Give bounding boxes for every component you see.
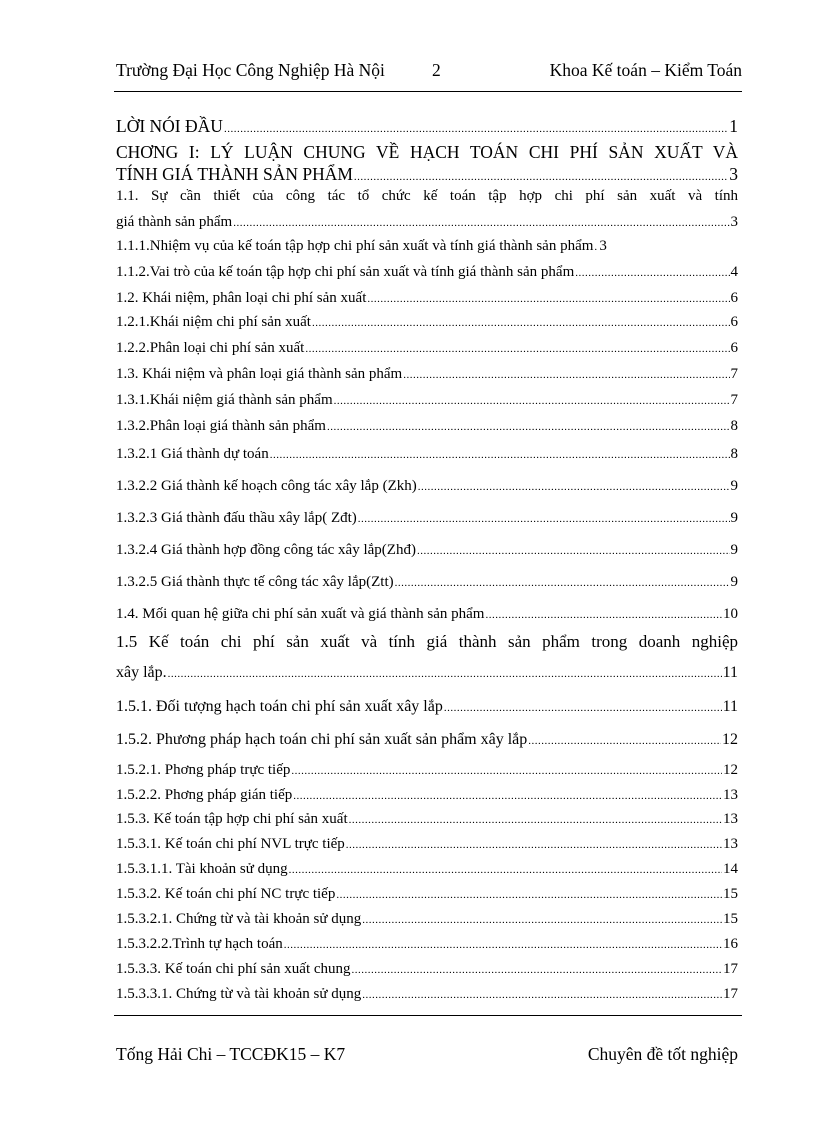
- toc-entry[interactable]: 1.5.1. Đối tượng hạch toán chi phí sản xuất xây lắp ..... 11: [116, 698, 738, 720]
- author: Tống Hải Chi – TCCĐK15 – K7: [116, 1044, 346, 1064]
- toc-entry[interactable]: 1.2.1.Khái niệm chi phí sản xuất ..... 6: [116, 314, 738, 336]
- dot-leader: [346, 839, 722, 851]
- dot-leader: [367, 293, 729, 305]
- toc-entry[interactable]: 1.4. Mối quan hệ giữa chi phí sản xuất và giá thành sản phẩm ..... 10: [116, 606, 738, 628]
- toc-entry[interactable]: 1.3.2.5 Giá thành thực tế công tác xây lắp(Ztt) ..... 9: [116, 574, 738, 596]
- dot-leader: [289, 864, 722, 876]
- toc-entry[interactable]: 1.5.3.2. Kế toán chi phí NC trực tiếp ..... 15: [116, 886, 738, 908]
- toc-entry[interactable]: 1.5.2.2. Phơng pháp gián tiếp ..... 13: [116, 787, 738, 809]
- toc-entry[interactable]: 1.3.2.1 Giá thành dự toán ..... 8: [116, 446, 738, 468]
- dot-leader: [312, 317, 730, 329]
- dot-leader: [485, 609, 722, 621]
- dot-leader: [327, 421, 730, 433]
- toc-entry-1-5[interactable]: 1.5 Kế toán chi phí sản xuất và tính giá thành sản phẩm trong doanh nghiệp: [116, 632, 738, 651]
- toc-entry[interactable]: 1.3. Khái niệm và phân loại giá thành sản phẩm ..... 7: [116, 366, 738, 388]
- toc-entry[interactable]: 1.3.2.2 Giá thành kế hoạch công tác xây lắp (Zkh) ..... 9: [116, 478, 738, 500]
- dot-leader: [352, 964, 722, 976]
- toc-entry[interactable]: 1.2. Khái niệm, phân loại chi phí sản xuất ..... 6: [116, 290, 738, 312]
- dot-leader: [444, 702, 722, 714]
- toc-entry-chapter1[interactable]: CHƠNG I: LÝ LUẬN CHUNG VỀ HẠCH TOÁN CHI PHÍ SẢN XUẤT VÀ: [116, 142, 738, 162]
- toc-entry-1-5-cont[interactable]: xây lắp. ..... 11: [116, 664, 738, 686]
- toc-entry[interactable]: 1.5.3. Kế toán tập hợp chi phí sản xuất ..... 13: [116, 811, 738, 833]
- toc-entry[interactable]: 1.5.3.3. Kế toán chi phí sản xuất chung ..... 17: [116, 961, 738, 983]
- page-number: 2: [432, 60, 441, 80]
- toc-entry[interactable]: 1.3.2.4 Giá thành hợp đồng công tác xây lắp(Zhđ) ..... 9: [116, 542, 738, 564]
- toc-entry[interactable]: 1.5.2.1. Phơng pháp trực tiếp ..... 12: [116, 762, 738, 784]
- dot-leader: [403, 369, 729, 381]
- dot-leader: [305, 343, 729, 355]
- toc-entry-chapter1-cont[interactable]: TÍNH GIÁ THÀNH SẢN PHẨM ..... 3: [116, 164, 738, 186]
- toc-entry[interactable]: 1.3.1.Khái niệm giá thành sản phẩm ..... 7: [116, 392, 738, 414]
- faculty-name: Khoa Kế toán – Kiểm Toán: [549, 60, 742, 80]
- toc-entry[interactable]: 1.5.3.3.1. Chứng từ và tài khoản sử dụng ..... 17: [116, 986, 738, 1008]
- document-type: Chuyên đề tốt nghiệp: [587, 1044, 738, 1064]
- school-name: Trường Đại Học Công Nghiệp Hà Nội: [116, 60, 385, 80]
- dot-leader: [594, 241, 598, 253]
- toc-entry[interactable]: 1.5.3.2.2.Trình tự hạch toán ..... 16: [116, 936, 738, 958]
- toc-entry[interactable]: 1.5.2. Phương pháp hạch toán chi phí sản xuất sản phẩm xây lắp ..... 12: [116, 731, 738, 753]
- toc-entry[interactable]: 1.1.1.Nhiệm vụ của kế toán tập hợp chi phí sản xuất và tính giá thành sản phẩm ..... 3: [116, 238, 738, 260]
- dot-leader: [354, 171, 728, 183]
- dot-leader: [270, 449, 730, 461]
- toc-entry-preface[interactable]: LỜI NÓI ĐẦU ..... 1: [116, 116, 738, 138]
- footer-rule: [114, 1015, 742, 1016]
- toc-entry[interactable]: 1.3.2.Phân loại giá thành sản phẩm ..... 8: [116, 418, 738, 440]
- dot-leader: [336, 889, 722, 901]
- header-rule: [114, 91, 742, 92]
- dot-leader: [575, 267, 729, 279]
- toc-entry-1-1-cont[interactable]: giá thành sản phẩm ..... 3: [116, 214, 738, 236]
- dot-leader: [224, 123, 728, 135]
- toc-entry[interactable]: 1.5.3.1. Kế toán chi phí NVL trực tiếp ..... 13: [116, 836, 738, 858]
- dot-leader: [168, 668, 722, 680]
- dot-leader: [362, 914, 722, 926]
- toc-entry[interactable]: 1.2.2.Phân loại chi phí sản xuất ..... 6: [116, 340, 738, 362]
- dot-leader: [528, 735, 721, 747]
- dot-leader: [349, 814, 722, 826]
- dot-leader: [362, 989, 722, 1001]
- toc-entry[interactable]: 1.1.2.Vai trò của kế toán tập hợp chi phí sản xuất và tính giá thành sản phẩm ..... 4: [116, 264, 738, 286]
- toc-entry-1-1[interactable]: 1.1. Sự cần thiết của công tác tổ chức kế toán tập hợp chi phí sản xuất và tính: [116, 188, 738, 204]
- dot-leader: [284, 939, 722, 951]
- toc-entry[interactable]: 1.5.3.1.1. Tài khoản sử dụng ..... 14: [116, 861, 738, 883]
- dot-leader: [358, 513, 730, 525]
- toc-entry[interactable]: 1.3.2.3 Giá thành đấu thầu xây lắp( Zđt) ..... 9: [116, 510, 738, 532]
- dot-leader: [395, 577, 730, 589]
- dot-leader: [293, 790, 722, 802]
- dot-leader: [417, 545, 730, 557]
- dot-leader: [334, 395, 730, 407]
- dot-leader: [418, 481, 730, 493]
- dot-leader: [233, 217, 729, 229]
- toc-entry[interactable]: 1.5.3.2.1. Chứng từ và tài khoản sử dụng ..... 15: [116, 911, 738, 933]
- dot-leader: [291, 765, 722, 777]
